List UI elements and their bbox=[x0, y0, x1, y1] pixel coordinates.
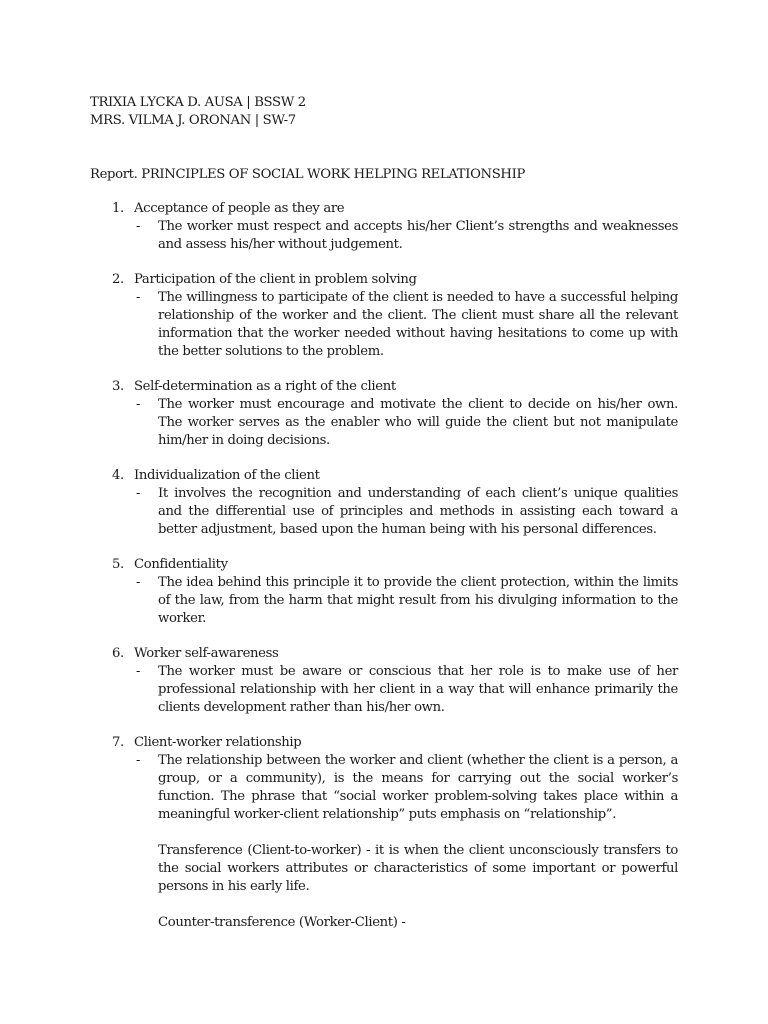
list-item bbox=[90, 556, 678, 628]
item-title: Worker self-awareness bbox=[134, 646, 279, 661]
item-description: The willingness to participate of the client is needed to have a successful helping relationship of the worker and the client. The client must share all the relevant information that the worker needed without having hesitations to come up with the better solutions to the problem. bbox=[158, 290, 678, 359]
item-title: Confidentiality bbox=[134, 557, 228, 572]
list-item bbox=[90, 271, 678, 361]
principles-list bbox=[90, 200, 678, 932]
bullet-dash: - bbox=[136, 397, 141, 412]
item-number: 3. bbox=[112, 379, 124, 394]
list-item bbox=[90, 645, 678, 717]
list-item bbox=[90, 734, 678, 932]
bullet-dash: - bbox=[136, 486, 141, 501]
report-title: Report. PRINCIPLES OF SOCIAL WORK HELPING RELATIONSHIP bbox=[90, 167, 525, 182]
item-title: Participation of the client in problem solving bbox=[134, 272, 417, 287]
student-name-line: TRIXIA LYCKA D. AUSA | BSSW 2 bbox=[90, 95, 306, 110]
bullet-dash: - bbox=[136, 575, 141, 590]
transference-paragraph: Transference (Client-to-worker) - it is when the client unconsciously transfers to the social workers attributes or characteristics of some important or powerful persons in his early life. bbox=[158, 843, 678, 894]
item-title: Client-worker relationship bbox=[134, 735, 302, 750]
item-number: 1. bbox=[112, 201, 124, 216]
item-title: Individualization of the client bbox=[134, 468, 320, 483]
bullet-dash: - bbox=[136, 664, 141, 679]
counter-transference-paragraph: Counter-transference (Worker-Client) - bbox=[158, 915, 406, 930]
item-number: 2. bbox=[112, 272, 124, 287]
item-title: Self-determination as a right of the client bbox=[134, 379, 396, 394]
item-number: 4. bbox=[112, 468, 124, 483]
list-item bbox=[90, 467, 678, 539]
item-number: 6. bbox=[112, 646, 124, 661]
item-description: The worker must encourage and motivate the client to decide on his/her own. The worker serves as the enabler who will guide the client but not manipulate him/her in doing decisions. bbox=[158, 397, 678, 448]
list-item bbox=[90, 200, 678, 254]
item-description: The idea behind this principle it to provide the client protection, within the limits of the law, from the harm that might result from his divulging information to the worker. bbox=[158, 575, 678, 626]
item-description: The worker must respect and accepts his/her Client’s strengths and weaknesses and assess his/her without judgement. bbox=[158, 219, 678, 252]
item-description: The relationship between the worker and client (whether the client is a person, a group, or a community), is the means for carrying out the social worker’s function. The phrase that “social worker problem-solving takes place within a meaningful worker-client relationship” puts emphasis on “relationship”. bbox=[158, 753, 678, 822]
item-description: It involves the recognition and understanding of each client’s unique qualities and the differential use of principles and methods in assisting each toward a better adjustment, based upon the human being with his personal differences. bbox=[158, 486, 678, 537]
item-title: Acceptance of people as they are bbox=[134, 201, 345, 216]
list-item bbox=[90, 378, 678, 450]
item-description: The worker must be aware or conscious that her role is to make use of her professional relationship with her client in a way that will enhance primarily the clients development rather than his/her own. bbox=[158, 664, 678, 715]
item-number: 5. bbox=[112, 557, 124, 572]
bullet-dash: - bbox=[136, 290, 141, 305]
author-header bbox=[90, 94, 678, 130]
item-number: 7. bbox=[112, 735, 124, 750]
bullet-dash: - bbox=[136, 219, 141, 234]
bullet-dash: - bbox=[136, 753, 141, 768]
instructor-name-line: MRS. VILMA J. ORONAN | SW-7 bbox=[90, 113, 296, 128]
